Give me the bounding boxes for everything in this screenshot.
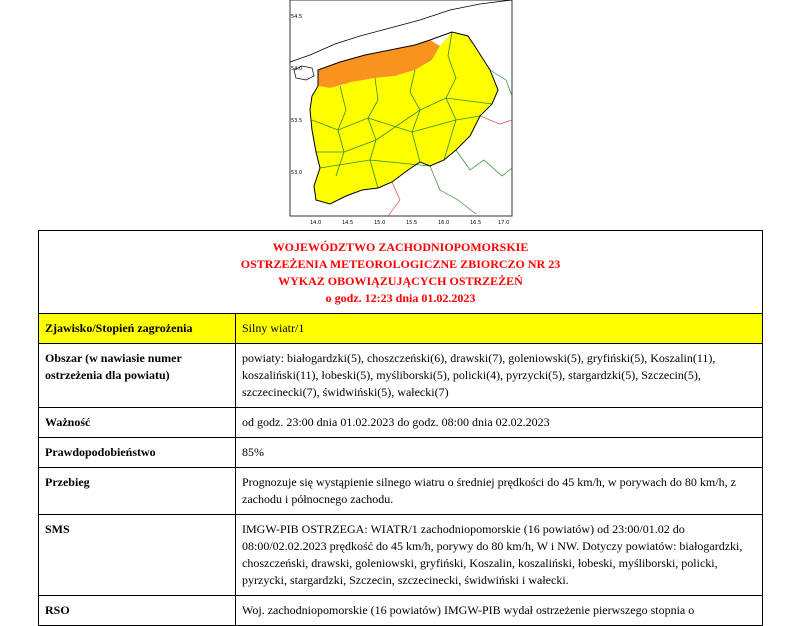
lon-label: 14.5	[342, 220, 354, 226]
region-title: WOJEWÓDZTWO ZACHODNIOPOMORSKIE	[272, 240, 529, 254]
row-value: 85%	[236, 438, 763, 468]
row-label: Obszar (w nawiasie numer ostrzeżenia dla powiatu)	[39, 344, 236, 408]
warning-table	[38, 230, 763, 626]
row-label: Przebieg	[39, 468, 236, 515]
table-row-sms	[39, 515, 763, 596]
table-row-probability	[39, 438, 763, 468]
table-row-course	[39, 468, 763, 515]
row-value: Woj. zachodniopomorskie (16 powiatów) IMGW-PIB wydał ostrzeżenie pierwszego stopnia o	[236, 596, 763, 626]
warning-map-svg	[280, 0, 520, 226]
lon-label: 17.0	[498, 220, 510, 226]
row-value: IMGW-PIB OSTRZEGA: WIATR/1 zachodniopomorskie (16 powiatów) od 23:00/01.02 do 08:00/02.02.2023 prędkość do 45 km/h, porywy do 80 km/h, W i NW. Dotyczy powiatów: białogardzki, choszczeński, drawski, goleniowski, gryfiński, Koszalin, koszaliński, łobeski, myśliborski, policki, pyrzycki, stargardzki, Szczecin, szczecinecki, świdwiński i wałecki.	[236, 515, 763, 596]
lat-label: 53.0	[291, 170, 303, 176]
warning-map	[280, 0, 520, 226]
table-header	[39, 231, 763, 314]
lon-label: 15.0	[374, 220, 386, 226]
row-label: Zjawisko/Stopień zagrożenia	[39, 314, 236, 344]
row-label: RSO	[39, 596, 236, 626]
row-value: Silny wiatr/1	[236, 314, 763, 344]
table-row-phenomenon	[39, 314, 763, 344]
warning-bulletin-title: OSTRZEŻENIA METEOROLOGICZNE ZBIORCZO NR 23	[240, 257, 561, 271]
row-label: Ważność	[39, 408, 236, 438]
lon-label: 16.0	[438, 220, 450, 226]
issue-time: o godz. 12:23 dnia 01.02.2023	[325, 291, 476, 305]
lon-label: 14.0	[310, 220, 322, 226]
row-value: od godz. 23:00 dnia 01.02.2023 do godz. 08:00 dnia 02.02.2023	[236, 408, 763, 438]
lon-label: 15.5	[406, 220, 418, 226]
row-value: powiaty: białogardzki(5), choszczeński(6), drawski(7), goleniowski(5), gryfiński(5), Koszalin(11), koszaliński(11), łobeski(5), myśliborski(5), policki(4), pyrzycki(5), stargardzki(5), Szczecin(5), szczecinecki(7), świdwiński(5), wałecki(7)	[236, 344, 763, 408]
lat-label: 54.5	[291, 14, 303, 20]
lat-label: 53.5	[291, 118, 303, 124]
warnings-list-title: WYKAZ OBOWIĄZUJĄCYCH OSTRZEŻEŃ	[278, 274, 523, 288]
row-value: Prognozuje się wystąpienie silnego wiatru o średniej prędkości do 45 km/h, w porywach do 80 km/h, z zachodu i północnego zachodu.	[236, 468, 763, 515]
table-row-area	[39, 344, 763, 408]
row-label: Prawdopodobieństwo	[39, 438, 236, 468]
row-label: SMS	[39, 515, 236, 596]
table-header-row	[39, 231, 763, 314]
table-row-rso	[39, 596, 763, 626]
lat-label: 54.0	[291, 66, 303, 72]
lon-label: 16.5	[470, 220, 482, 226]
table-row-validity	[39, 408, 763, 438]
